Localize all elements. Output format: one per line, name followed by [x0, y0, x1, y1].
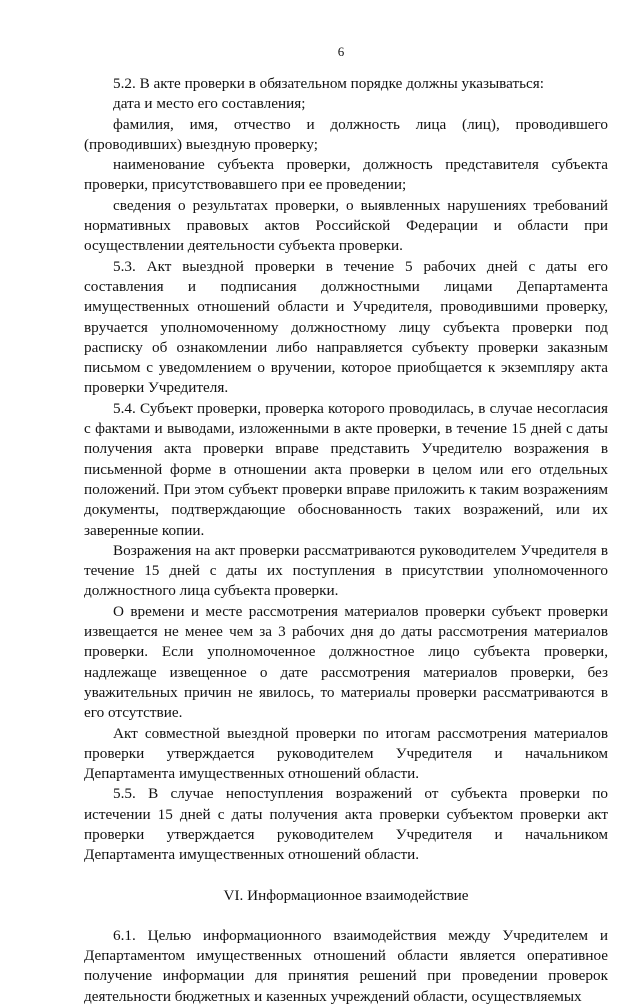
section-5-body — [84, 74, 608, 866]
paragraph-5-3: 5.3. Акт выездной проверки в течение 5 рабочих дней с даты его составления и подписания должностными лицами Департамента имущественных отношений области и Учредителя, проводившими проверку, вручается уполномоченному должностному лицу субъекта проверки под расписку об ознакомлении либо направляется субъекту проверки заказным письмом с уведомлением о вручении, которое приобщается к экземпляру акта проверки Учредителя. — [84, 257, 608, 397]
page-number: 6 — [337, 44, 345, 59]
paragraph-item-results: сведения о результатах проверки, о выявленных нарушениях требований нормативных правовых актов Российской Федерации и области при осуществлении деятельности субъекта проверки. — [84, 196, 608, 255]
paragraph-5-5: 5.5. В случае непоступления возражений от субъекта проверки по истечении 15 дней с даты получения акта проверки субъектом проверки акт проверки утверждается руководителем Учредителя и начальником Департамента имущественных отношений области. — [84, 785, 608, 864]
paragraph-6-1: 6.1. Целью информационного взаимодействия между Учредителем и Департаментом имущественных отношений области является оперативное получение информации для принятия решений при проведении проверок деятельности бюджетных и казенных учреждений области, осуществляемых — [84, 926, 608, 1005]
paragraph-joint-act: Акт совместной выездной проверки по итогам рассмотрения материалов проверки утверждается руководителем Учредителя и начальником Департамента имущественных отношений области. — [84, 724, 608, 783]
paragraph-item-date-place: дата и место его составления; — [113, 95, 306, 113]
section-heading: VI. Информационное взаимодействие — [223, 886, 469, 904]
paragraph-5-4: 5.4. Субъект проверки, проверка которого проводилась, в случае несогласия с фактами и выводами, изложенными в акте проверки, в течение 15 дней с даты получения акта проверки вправе представить Учредителю возражения в письменной форме в отношении акта проверки в целом или его отдельных положений. При этом субъект проверки вправе приложить к таким возражениям документы, подтверждающие обоснованность таких возражений, или их заверенные копии. — [84, 399, 608, 539]
paragraph-5-2: 5.2. В акте проверки в обязательном порядке должны указываться: — [113, 75, 545, 92]
paragraph-objections: Возражения на акт проверки рассматриваются руководителем Учредителя в течение 15 дней с даты их поступления в присутствии уполномоченного должностного лица субъекта проверки. — [84, 541, 608, 600]
paragraph-notification: О времени и месте рассмотрения материалов проверки субъект проверки извещается не менее чем за 3 рабочих дня до даты рассмотрения материалов проверки. Если уполномоченное должностное лицо субъекта проверки, надлежаще извещенное о дате рассмотрения материалов проверки, без уважительных причин не явилось, то материалы проверки рассматриваются в его отсутствие. — [84, 602, 608, 722]
section-6-body — [84, 926, 608, 1007]
paragraph-item-inspectors: фамилия, имя, отчество и должность лица (лиц), проводившего (проводивших) выездную проверку; — [84, 115, 608, 153]
paragraph-item-subject: наименование субъекта проверки, должность представителя субъекта проверки, присутствовавшего при ее проведении; — [84, 156, 608, 194]
